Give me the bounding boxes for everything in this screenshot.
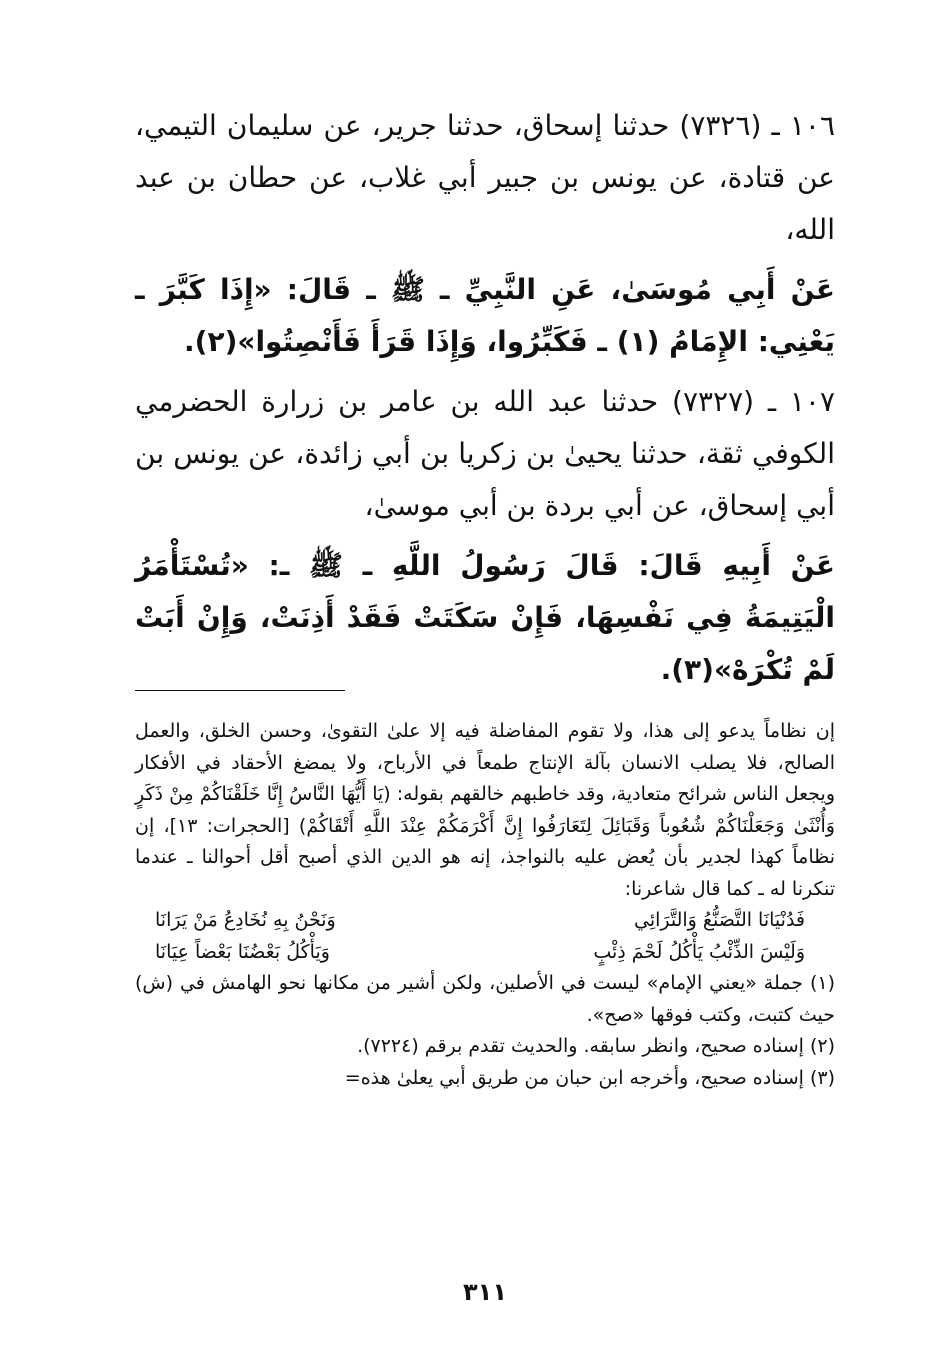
footnote-divider — [135, 690, 345, 691]
footnote-continuation: إن نظاماً يدعو إلى هذا، ولا تقوم المفاضلة فيه إلا علىٰ التقوىٰ، وحسن الخلق، والعمل الصالح، فلا يصلب الانسان بآلة الإنتاج طمعاً في الأرباح، ولا يمضغ الأحقاد في الأفكار ويجعل الناس شرائح متعادية، وقد خاطبهم خالقهم بقوله: (يَا أَيُّهَا النَّاسُ إِنَّا خَلَقْنَاكُمْ مِنْ ذَكَرٍ وَأُنْثَىٰ وَجَعَلْنَاكُمْ شُعُوباً وَقَبَائِلَ لِتَعَارَفُوا إِنَّ أَكْرَمَكُمْ عِنْدَ اللَّهِ أَتْقَاكُمْ) [الحجرات: ١٣]، إن نظاماً كهذا لجدير بأن يُعض عليه بالنواجذ، إنه هو الدين الذي أصبح أقل أحوالنا ـ عندما تنكرنا له ـ كما قال شاعرنا: — [135, 720, 835, 900]
poem-line — [135, 937, 835, 969]
book-page — [135, 100, 835, 1330]
footnotes — [135, 716, 835, 1094]
poem-line — [135, 905, 835, 937]
hadith-107-text: عَنْ أَبِيهِ قَالَ: قَالَ رَسُولُ اللَّهِ ـ ﷺ ـ: «تُسْتَأْمَرُ الْيَتِيمَةُ فِي نَفْسِهَا، فَإِنْ سَكَتَتْ فَقَدْ أَذِنَتْ، وَإِنْ أَبَتْ لَمْ تُكْرَهْ»(٣). — [135, 549, 835, 686]
page-number: ٣١١ — [463, 1278, 507, 1306]
footnote-1: (١) جملة «يعني الإمام» ليست في الأصلين، ولكن أشير من مكانها نحو الهامش في (ش) حيث كتبت، وكتب فوقها «صح». — [135, 972, 835, 1026]
hadith-107-isnad: ١٠٧ ـ (٧٣٢٧) حدثنا عبد الله بن عامر بن زرارة الحضرمي الكوفي ثقة، حدثنا يحيىٰ بن زكريا بن أبي زائدة، عن يونس بن أبي إسحاق، عن أبي بردة بن أبي موسىٰ، — [135, 385, 835, 522]
main-text — [135, 100, 835, 696]
footnote-2: (٢) إسناده صحيح، وانظر سابقه. والحديث تقدم برقم (٧٢٢٤). — [357, 1035, 835, 1057]
poem-hemistich: وَنَحْنُ بِهِ نُخَادِعُ مَنْ يَرَانَا — [155, 909, 336, 931]
poem-hemistich: فَدُنْيَانَا التَّصَنُّعُ وَالتَّرَائِي — [633, 909, 805, 931]
hadith-106-text: عَنْ أَبِي مُوسَىٰ، عَنِ النَّبِيِّ ـ ﷺ ـ قَالَ: «إِذَا كَبَّرَ ـ يَعْنِي: الإِمَامُ (١) ـ فَكَبِّرُوا، وَإِذَا قَرَأَ فَأَنْصِتُوا»(٢). — [135, 273, 835, 358]
poem-hemistich: وَلَيْسَ الذِّئْبُ يَأْكُلُ لَحْمَ ذِئْبٍ — [593, 940, 805, 963]
poem — [135, 905, 835, 968]
poem-hemistich: وَيَأْكُلُ بَعْضُنَا بَعْضاً عِيَانَا — [155, 940, 330, 963]
footnote-3: (٣) إسناده صحيح، وأخرجه ابن حبان من طريق أبي يعلىٰ هذه= — [344, 1066, 835, 1089]
hadith-106-isnad: ١٠٦ ـ (٧٣٢٦) حدثنا إسحاق، حدثنا جرير، عن سليمان التيمي، عن قتادة، عن يونس بن جبير أبي غلاب، عن حطان بن عبد الله، — [135, 109, 835, 246]
